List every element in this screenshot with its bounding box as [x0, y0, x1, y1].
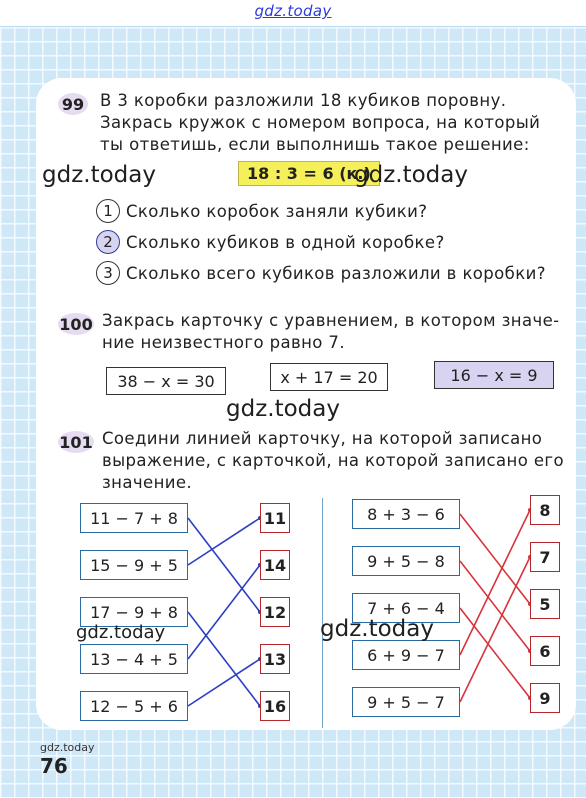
equation-card-3[interactable]: 16 − x = 9 [434, 361, 554, 389]
equation-card-1[interactable]: 38 − x = 30 [106, 367, 226, 395]
solution-formula: 18 : 3 = 6 (к.) [238, 161, 380, 186]
right-value-card-3[interactable]: 5 [530, 589, 560, 619]
task99-line-2: Закрась кружок с номером вопроса, на который [100, 113, 541, 132]
left-expression-card-3[interactable]: 17 − 9 + 8 [80, 597, 188, 627]
top-watermark-link[interactable]: gdz.today [254, 2, 332, 20]
right-connection-line-5 [460, 557, 530, 702]
option-circle-2[interactable]: 2 [96, 230, 120, 254]
left-value-card-2[interactable]: 14 [260, 550, 290, 580]
left-connection-line-4 [188, 565, 260, 659]
watermark-text-4: gdz.today [76, 622, 166, 643]
task-number-101: 101 [59, 432, 93, 452]
right-expression-card-3[interactable]: 7 + 6 − 4 [352, 593, 460, 623]
right-expression-card-1[interactable]: 8 + 3 − 6 [352, 499, 460, 529]
option-circle-1[interactable]: 1 [96, 199, 120, 223]
right-connection-line-3 [460, 608, 530, 698]
task-number-100: 100 [59, 314, 93, 334]
right-connection-line-2 [460, 561, 530, 651]
right-value-card-1[interactable]: 8 [530, 495, 560, 525]
task-number-99: 99 [58, 93, 88, 115]
watermark-text-1: gdz.today [42, 162, 156, 188]
left-value-card-5[interactable]: 16 [260, 691, 290, 721]
right-value-card-2[interactable]: 7 [530, 542, 560, 572]
right-expression-card-4[interactable]: 6 + 9 − 7 [352, 640, 460, 670]
equation-card-2[interactable]: x + 17 = 20 [270, 363, 388, 391]
watermark-text-6: gdz.today [40, 741, 95, 754]
left-value-card-1[interactable]: 11 [260, 503, 290, 533]
left-expression-card-5[interactable]: 12 − 5 + 6 [80, 691, 188, 721]
right-value-card-5[interactable]: 9 [530, 683, 560, 713]
left-expression-card-2[interactable]: 15 − 9 + 5 [80, 550, 188, 580]
left-connection-line-5 [188, 659, 260, 706]
left-value-card-4[interactable]: 13 [260, 644, 290, 674]
option-circle-3[interactable]: 3 [96, 261, 120, 285]
task101-line-2: выражение, с карточкой, на которой записано его [102, 451, 564, 470]
watermark-text-3: gdz.today [226, 396, 340, 422]
watermark-text-2: gdz.today [354, 162, 468, 188]
task101-line-3: значение. [102, 473, 193, 492]
watermark-text-5: gdz.today [320, 616, 434, 642]
right-connection-line-4 [460, 510, 530, 655]
left-connection-line-3 [188, 612, 260, 706]
right-value-card-4[interactable]: 6 [530, 636, 560, 666]
option-text-2: Сколько кубиков в одной коробке? [126, 232, 445, 252]
task99-line-1: В 3 коробки разложили 18 кубиков поровну. [100, 91, 507, 110]
option-text-3: Сколько всего кубиков разложили в коробки? [126, 263, 546, 283]
option-text-1: Сколько коробок заняли кубики? [126, 201, 428, 221]
left-connection-line-1 [188, 518, 260, 612]
left-expression-card-4[interactable]: 13 − 4 + 5 [80, 644, 188, 674]
right-expression-card-2[interactable]: 9 + 5 − 8 [352, 546, 460, 576]
task100-line-2: ние неизвестного равно 7. [102, 333, 345, 352]
task100-line-1: Закрась карточку с уравнением, в котором значе- [102, 311, 560, 330]
page-number: 76 [40, 754, 68, 778]
left-value-card-3[interactable]: 12 [260, 597, 290, 627]
right-expression-card-5[interactable]: 9 + 5 − 7 [352, 687, 460, 717]
right-connection-line-1 [460, 514, 530, 604]
task101-line-1: Соедини линией карточку, на которой записано [102, 429, 543, 448]
task99-line-3: ты ответишь, если выполнишь такое решение: [100, 135, 530, 154]
left-expression-card-1[interactable]: 11 − 7 + 8 [80, 503, 188, 533]
left-connection-line-2 [188, 518, 260, 565]
